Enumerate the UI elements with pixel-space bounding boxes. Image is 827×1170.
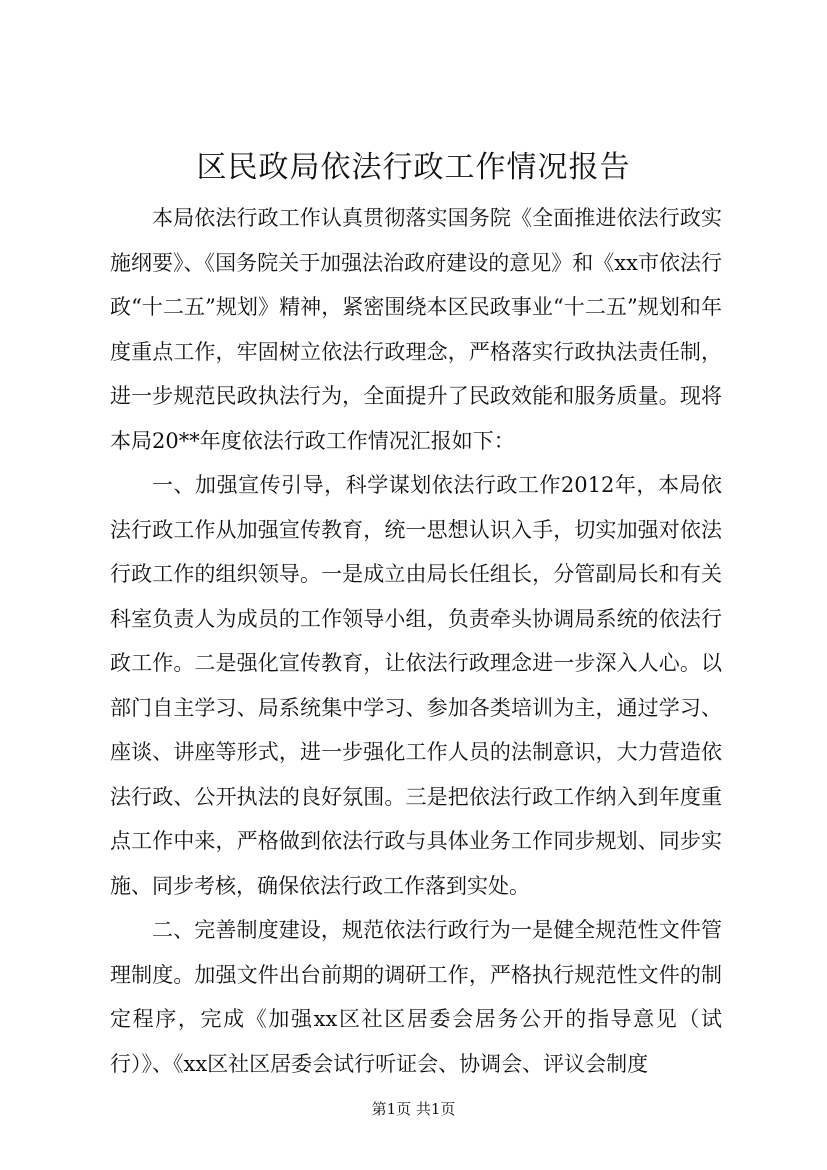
document-title: 区民政局依法行政工作情况报告 [196, 150, 631, 185]
paragraph-intro: 本局依法行政工作认真贯彻落实国务院《全面推进依法行政实施纲要》、《国务院关于加强法治政府建设的意见》和《xx市依法行政“十二五”规划》精神，紧密围绕本区民政事业“十二五”规划和年度重点工作，牢固树立依法行政理念，严格落实行政执法责任制，进一步规范民政执法行为，全面提升了民政效能和服务质量。现将本局20**年度依法行政工作情况汇报如下： [110, 206, 722, 453]
paragraph-section-1: 一、加强宣传引导，科学谋划依法行政工作2012年，本局依法行政工作从加强宣传教育，统一思想认识入手，切实加强对依法行政工作的组织领导。一是成立由局长任组长，分管副局长和有关科室负责人为成员的工作领导小组，负责牵头协调局系统的依法行政工作。二是强化宣传教育，让依法行政理念进一步深入人心。以部门自主学习、局系统集中学习、参加各类培训为主，通过学习、座谈、讲座等形式，进一步强化工作人员的法制意识，大力营造依法行政、公开执法的良好氛围。三是把依法行政工作纳入到年度重点工作中来，严格做到依法行政与具体业务工作同步规划、同步实施、同步考核，确保依法行政工作落到实处。 [110, 473, 722, 898]
paragraph-section-2: 二、完善制度建设，规范依法行政行为一是健全规范性文件管理制度。加强文件出台前期的调研工作，严格执行规范性文件的制定程序，完成《加强xx区社区居委会居务公开的指导意见（试行）》、《xx区社区居委会试行听证会、协调会、评议会制度 [110, 918, 722, 1076]
document-body [110, 196, 722, 1086]
page-footer: 第1页 共1页 [371, 1100, 456, 1118]
